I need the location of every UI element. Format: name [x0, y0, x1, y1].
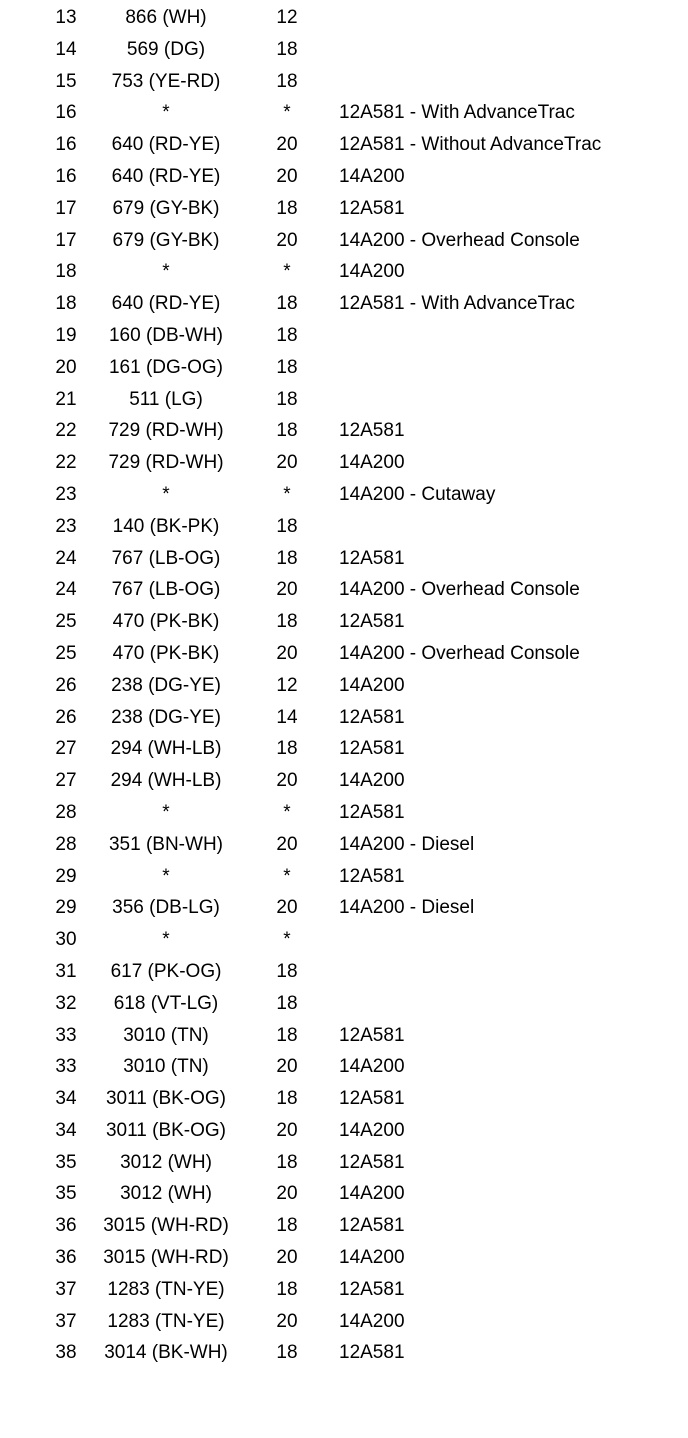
table-row	[0, 638, 688, 670]
table-row	[0, 892, 688, 924]
table-row	[0, 606, 688, 638]
pin-number-cell: 13	[55, 7, 77, 28]
circuit-cell: 640 (RD-YE)	[111, 165, 221, 187]
wire-gauge-cell: 18	[276, 197, 298, 219]
table-row	[0, 861, 688, 893]
pin-number-cell: 28	[55, 833, 77, 855]
circuit-cell: 3010 (TN)	[123, 1024, 209, 1046]
table-row	[0, 161, 688, 193]
harness-cell: 14A200	[339, 1056, 405, 1078]
harness-cell: 12A581	[339, 1151, 405, 1173]
table-row	[0, 702, 688, 734]
wire-gauge-cell: 18	[276, 38, 298, 60]
table-row	[0, 34, 688, 66]
wire-gauge-cell: 20	[276, 579, 298, 601]
wire-gauge-cell: 18	[276, 420, 298, 442]
table-row	[0, 511, 688, 543]
pin-number-cell: 29	[55, 897, 77, 919]
harness-cell: 14A200 - Overhead Console	[339, 642, 580, 664]
circuit-cell: 617 (PK-OG)	[110, 960, 222, 982]
harness-cell: 12A581 - With AdvanceTrac	[339, 293, 575, 315]
wire-gauge-cell: 18	[276, 547, 298, 569]
table-row	[0, 415, 688, 447]
wire-gauge-cell: *	[283, 929, 291, 951]
circuit-cell: 3011 (BK-OG)	[105, 1088, 227, 1110]
circuit-cell: 294 (WH-LB)	[110, 770, 222, 792]
harness-cell: 12A581	[339, 1088, 405, 1110]
harness-cell: 14A200 - Overhead Console	[339, 229, 580, 251]
circuit-cell: 1283 (TN-YE)	[107, 1278, 225, 1300]
pin-number-cell: 36	[55, 1247, 77, 1269]
circuit-cell: 160 (DB-WH)	[108, 324, 223, 346]
table-row	[0, 797, 688, 829]
circuit-cell: 640 (RD-YE)	[111, 134, 221, 156]
wire-gauge-cell: 18	[276, 1151, 298, 1173]
circuit-cell: 767 (LB-OG)	[111, 547, 221, 569]
circuit-cell: 640 (RD-YE)	[111, 293, 221, 315]
table-row	[0, 988, 688, 1020]
circuit-cell: 753 (YE-RD)	[111, 70, 221, 92]
pin-number-cell: 17	[55, 197, 77, 219]
wire-gauge-cell: 18	[276, 1342, 298, 1364]
harness-cell: 14A200 - Overhead Console	[339, 579, 580, 601]
circuit-cell: 767 (LB-OG)	[111, 579, 221, 601]
pin-number-cell: 23	[55, 515, 77, 537]
circuit-cell: 356 (DB-LG)	[112, 897, 220, 919]
circuit-cell: 3011 (BK-OG)	[105, 1119, 227, 1141]
pin-number-cell: 23	[55, 483, 77, 505]
table-row	[0, 1083, 688, 1115]
wire-gauge-cell: *	[283, 102, 291, 124]
pin-number-cell: 32	[55, 992, 77, 1014]
harness-cell: 14A200	[339, 1310, 405, 1332]
harness-cell: 12A581	[339, 801, 405, 823]
wire-gauge-cell: 18	[276, 324, 298, 346]
pin-number-cell: 37	[55, 1310, 77, 1332]
harness-cell: 14A200	[339, 1183, 405, 1205]
wire-gauge-cell: 18	[276, 70, 298, 92]
harness-cell: 14A200 - Cutaway	[339, 483, 496, 505]
table-row	[0, 97, 688, 129]
harness-cell: 14A200	[339, 261, 405, 283]
harness-cell: 12A581 - Without AdvanceTrac	[339, 134, 602, 156]
table-row	[0, 66, 688, 98]
circuit-cell: 3012 (WH)	[120, 1183, 212, 1205]
circuit-cell: 866 (WH)	[125, 7, 207, 28]
harness-cell: 14A200	[339, 1247, 405, 1269]
pin-number-cell: 29	[55, 865, 77, 887]
table-row	[0, 765, 688, 797]
pin-number-cell: 30	[55, 929, 77, 951]
wire-gauge-cell: 20	[276, 770, 298, 792]
connector-pinout-table	[0, 2, 688, 1369]
harness-cell: 12A581	[339, 865, 405, 887]
wire-gauge-cell: 18	[276, 515, 298, 537]
circuit-cell: 618 (VT-LG)	[113, 992, 219, 1014]
circuit-cell: 140 (BK-PK)	[112, 515, 220, 537]
wire-gauge-cell: *	[283, 261, 291, 283]
table-row	[0, 1210, 688, 1242]
table-row	[0, 574, 688, 606]
wire-gauge-cell: 12	[276, 7, 298, 28]
table-row	[0, 320, 688, 352]
wire-gauge-cell: 18	[276, 1278, 298, 1300]
circuit-cell: 3010 (TN)	[123, 1056, 209, 1078]
pin-number-cell: 28	[55, 801, 77, 823]
wire-gauge-cell: 20	[276, 1056, 298, 1078]
harness-cell: 14A200	[339, 452, 405, 474]
pin-number-cell: 27	[55, 738, 77, 760]
circuit-cell: 470 (PK-BK)	[112, 611, 220, 633]
table-row	[0, 1020, 688, 1052]
pin-number-cell: 14	[55, 38, 77, 60]
pin-number-cell: 18	[55, 293, 77, 315]
wire-gauge-cell: 20	[276, 134, 298, 156]
circuit-cell: *	[162, 483, 170, 505]
pin-number-cell: 34	[55, 1088, 77, 1110]
circuit-cell: 729 (RD-WH)	[108, 452, 224, 474]
harness-cell: 14A200	[339, 165, 405, 187]
table-row	[0, 2, 688, 34]
pin-number-cell: 27	[55, 770, 77, 792]
wire-gauge-cell: 20	[276, 1183, 298, 1205]
circuit-cell: 1283 (TN-YE)	[107, 1310, 225, 1332]
circuit-cell: *	[162, 865, 170, 887]
circuit-cell: 3012 (WH)	[120, 1151, 212, 1173]
table-row	[0, 1274, 688, 1306]
table-row	[0, 384, 688, 416]
pin-number-cell: 16	[55, 134, 77, 156]
wire-gauge-cell: 18	[276, 960, 298, 982]
pin-number-cell: 34	[55, 1119, 77, 1141]
pin-number-cell: 33	[55, 1024, 77, 1046]
circuit-cell: 679 (GY-BK)	[112, 229, 220, 251]
harness-cell: 12A581	[339, 738, 405, 760]
harness-cell: 12A581 - With AdvanceTrac	[339, 102, 575, 124]
pin-number-cell: 36	[55, 1215, 77, 1237]
table-row	[0, 733, 688, 765]
wire-gauge-cell: 20	[276, 229, 298, 251]
circuit-cell: *	[162, 929, 170, 951]
table-row	[0, 1178, 688, 1210]
table-row	[0, 670, 688, 702]
circuit-cell: 729 (RD-WH)	[108, 420, 224, 442]
wire-gauge-cell: 18	[276, 293, 298, 315]
wire-gauge-cell: 18	[276, 611, 298, 633]
harness-cell: 12A581	[339, 420, 405, 442]
table-row	[0, 1115, 688, 1147]
circuit-cell: 238 (DG-YE)	[111, 706, 221, 728]
table-row	[0, 129, 688, 161]
pin-number-cell: 31	[55, 960, 77, 982]
pin-number-cell: 17	[55, 229, 77, 251]
wire-gauge-cell: 14	[276, 706, 298, 728]
circuit-cell: 470 (PK-BK)	[112, 642, 220, 664]
pin-number-cell: 16	[55, 165, 77, 187]
harness-cell: 12A581	[339, 706, 405, 728]
table-row	[0, 924, 688, 956]
table-row	[0, 447, 688, 479]
wire-gauge-cell: 20	[276, 452, 298, 474]
pin-number-cell: 33	[55, 1056, 77, 1078]
wire-gauge-cell: 20	[276, 165, 298, 187]
pin-number-cell: 37	[55, 1278, 77, 1300]
table-row	[0, 1306, 688, 1338]
wire-gauge-cell: 20	[276, 1310, 298, 1332]
pin-number-cell: 22	[55, 420, 77, 442]
circuit-cell: 511 (LG)	[129, 388, 203, 410]
wire-gauge-cell: 12	[276, 674, 298, 696]
pin-number-cell: 18	[55, 261, 77, 283]
table-row	[0, 543, 688, 575]
table-row	[0, 479, 688, 511]
table-row	[0, 256, 688, 288]
wire-gauge-cell: 20	[276, 833, 298, 855]
wire-gauge-cell: *	[283, 483, 291, 505]
circuit-cell: 294 (WH-LB)	[110, 738, 222, 760]
table-row	[0, 225, 688, 257]
circuit-cell: *	[162, 261, 170, 283]
wire-gauge-cell: 18	[276, 1088, 298, 1110]
table-row	[0, 1051, 688, 1083]
pin-number-cell: 22	[55, 452, 77, 474]
wire-gauge-cell: 20	[276, 1119, 298, 1141]
table-row	[0, 1147, 688, 1179]
wire-gauge-cell: 20	[276, 1247, 298, 1269]
wire-gauge-cell: 20	[276, 897, 298, 919]
table-row	[0, 1242, 688, 1274]
wire-gauge-cell: *	[283, 801, 291, 823]
wire-gauge-cell: 18	[276, 738, 298, 760]
harness-cell: 12A581	[339, 197, 405, 219]
harness-cell: 14A200	[339, 1119, 405, 1141]
wire-gauge-cell: *	[283, 865, 291, 887]
wire-gauge-cell: 18	[276, 388, 298, 410]
circuit-cell: 3014 (BK-WH)	[104, 1342, 228, 1364]
pin-number-cell: 38	[55, 1342, 77, 1364]
harness-cell: 14A200 - Diesel	[339, 897, 475, 919]
table-row	[0, 956, 688, 988]
circuit-cell: 679 (GY-BK)	[112, 197, 220, 219]
circuit-cell: 569 (DG)	[126, 38, 206, 60]
pin-number-cell: 35	[55, 1183, 77, 1205]
harness-cell: 12A581	[339, 547, 405, 569]
pin-number-cell: 26	[55, 706, 77, 728]
harness-cell: 12A581	[339, 611, 405, 633]
pin-number-cell: 25	[55, 642, 77, 664]
pin-number-cell: 16	[55, 102, 77, 124]
table-row	[0, 829, 688, 861]
circuit-cell: *	[162, 801, 170, 823]
table-row	[0, 352, 688, 384]
table-row	[0, 193, 688, 225]
wire-gauge-cell: 18	[276, 356, 298, 378]
harness-cell: 12A581	[339, 1215, 405, 1237]
harness-cell: 12A581	[339, 1278, 405, 1300]
wire-gauge-cell: 18	[276, 1024, 298, 1046]
wire-gauge-cell: 18	[276, 992, 298, 1014]
circuit-cell: 3015 (WH-RD)	[103, 1215, 229, 1237]
circuit-cell: *	[162, 102, 170, 124]
pin-number-cell: 19	[55, 324, 77, 346]
pin-number-cell: 20	[55, 356, 77, 378]
pin-number-cell: 21	[55, 388, 77, 410]
wire-gauge-cell: 20	[276, 642, 298, 664]
pin-number-cell: 24	[55, 547, 77, 569]
harness-cell: 12A581	[339, 1342, 405, 1364]
pin-number-cell: 25	[55, 611, 77, 633]
pin-number-cell: 15	[55, 70, 77, 92]
wire-gauge-cell: 18	[276, 1215, 298, 1237]
harness-cell: 14A200	[339, 770, 405, 792]
pin-number-cell: 26	[55, 674, 77, 696]
harness-cell: 12A581	[339, 1024, 405, 1046]
circuit-cell: 351 (BN-WH)	[108, 833, 223, 855]
circuit-cell: 3015 (WH-RD)	[103, 1247, 229, 1269]
table-row	[0, 1337, 688, 1369]
harness-cell: 14A200	[339, 674, 405, 696]
harness-cell: 14A200 - Diesel	[339, 833, 475, 855]
table-row	[0, 288, 688, 320]
pin-number-cell: 24	[55, 579, 77, 601]
pin-number-cell: 35	[55, 1151, 77, 1173]
circuit-cell: 161 (DG-OG)	[108, 356, 224, 378]
circuit-cell: 238 (DG-YE)	[111, 674, 221, 696]
